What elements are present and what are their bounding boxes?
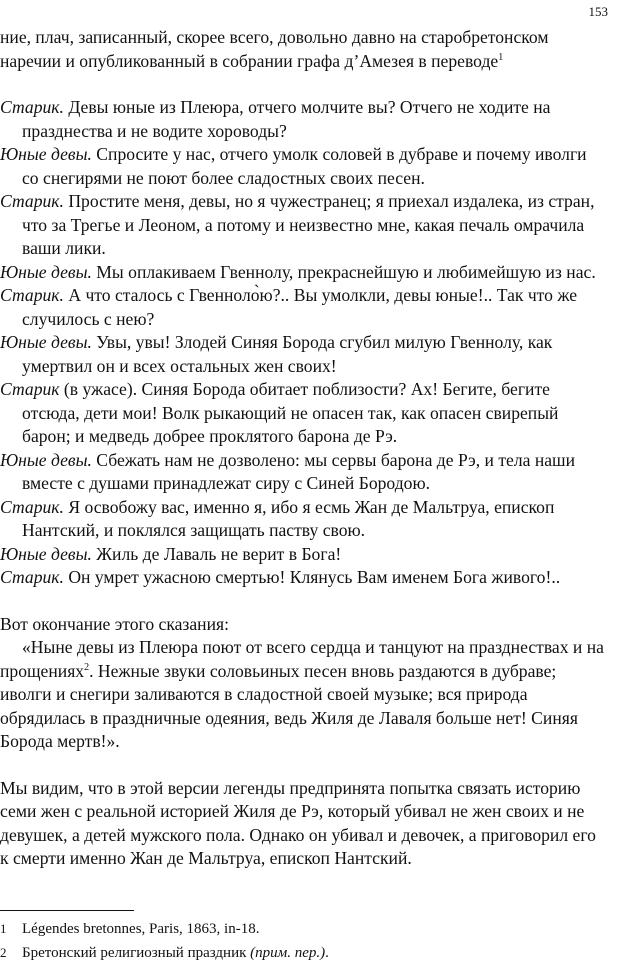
speaker: Старик. [0,496,64,517]
footnotes [0,910,329,965]
speech: Сбежать нам не дозволено: мы сервы барона де Рэ, и тела наши вместе с душами принадлежат сиру с Синей Бородою. [22,449,576,493]
speech: Девы юные из Плеюра, отчего молчите вы? Отчего не ходите на празднества и не водите хороводы? [22,97,551,141]
page-body [0,26,604,871]
footnote [0,941,329,965]
speaker: Старик. [0,191,64,211]
speech: Он умрет ужасною смертью! Клянусь Вам именем Бога живого!.. [63,567,561,587]
dialogue-line [0,449,604,496]
speech: Простите меня, девы, но я чужестранец; я приехал издалека, из стран, что за Трегье и Леоном, а потому и неизвестно мне, какая печаль омрачила ваши лики. [22,191,595,258]
ending-lead: Вот окончание этого сказания: [0,613,229,634]
speaker: Юные девы. [0,543,92,564]
speaker: Юные девы. [0,261,92,282]
footnote-divider [0,910,134,911]
speaker: Старик. [0,285,64,305]
speaker: Юные девы. [0,332,92,352]
dialogue-line [0,378,604,449]
quote-text-continued: . Нежные звуки соловьиных песен вновь раздаются в дубраве; иволги и снегири заливаются в сладостной своей музыке; вся природа обрядилась в праздничные одеяния, ведь Жиля де Лаваля больше нет! Синяя Борода мертв!». [0,660,578,751]
footnote-marker: 1 [498,51,504,63]
footnote-marker: 2 [84,661,90,673]
footnote [0,917,329,941]
speaker: Старик [0,379,60,399]
speech: (в ужасе). Синяя Борода обитает поблизости? Ах! Бегите, бегите отсюда, дети мои! Волк рыкающий не опасен так, как опасен свирепый барон; и медведь добрее проклятого барона де Рэ. [22,379,559,446]
speech: Спросите у нас, отчего умолк соловей в дубраве и почему иволги со снегирями не поют более сладостных своих песен. [22,144,587,188]
footnote-number: 2 [0,945,7,960]
speaker: Юные девы. [0,449,92,470]
ending-quote [0,636,604,754]
speech: Жиль де Лаваль не верит в Бога! [91,543,342,564]
dialogue-line [0,566,604,590]
intro-paragraph [0,26,604,73]
footnote-note: (прим. пер.) [250,945,326,961]
footnote-text: Légendes bretonnes, Paris, 1863, in-18. [22,921,260,937]
footnote-end: . [325,945,329,961]
speech: А что сталось с Гвенноло̀ю?.. Вы умолкли, девы юные!.. Так что же случилось с нею? [22,285,578,329]
dialogue-line [0,143,604,190]
speech: Увы, увы! Злодей Синяя Борода сгубил милую Гвеннолу, как умертвил он и всех остальных жен своих! [22,332,553,376]
dialogue-line [0,331,604,378]
dialogue-line [0,261,604,285]
speaker: Старик. [0,567,64,587]
dialogue-line [0,96,604,143]
intro-text: ние, плач, записанный, скорее всего, довольно давно на старобретонском наречии и опубликованный в собрании графа д’Амезея в переводе [0,27,549,71]
speaker: Старик. [0,97,64,117]
footnote-text: Бретонский религиозный праздник [22,945,247,961]
speaker: Юные девы. [0,144,92,164]
dialogue-line [0,284,604,331]
dialogue-line [0,190,604,261]
page-number: 153 [588,4,608,19]
conclusion-paragraph: Мы видим, что в этой версии легенды предпринята попытка связать историю семи жен с реальной историей Жиля де Рэ, который убивал не жен своих и не девушек, а детей мужского пола. Однако он убивал и девочек, а приговорил его к смерти именно Жан де Мальтруа, епископ Нантский. [0,777,596,868]
dialogue-line [0,543,604,567]
dialogue-line [0,496,604,543]
quote-text: «Ныне девы из Плеюра поют от всего сердца и танцуют на празднествах и на прощениях [0,637,604,681]
footnote-number: 1 [0,921,7,936]
dialogue [0,96,604,590]
speech: Мы оплакиваем Гвеннолу, прекраснейшую и любимейшую из нас. [91,261,596,282]
speech: Я освобожу вас, именно я, ибо я есмь Жан де Мальтруа, епископ Нантский, и поклялся защищать паству свою. [22,496,555,540]
